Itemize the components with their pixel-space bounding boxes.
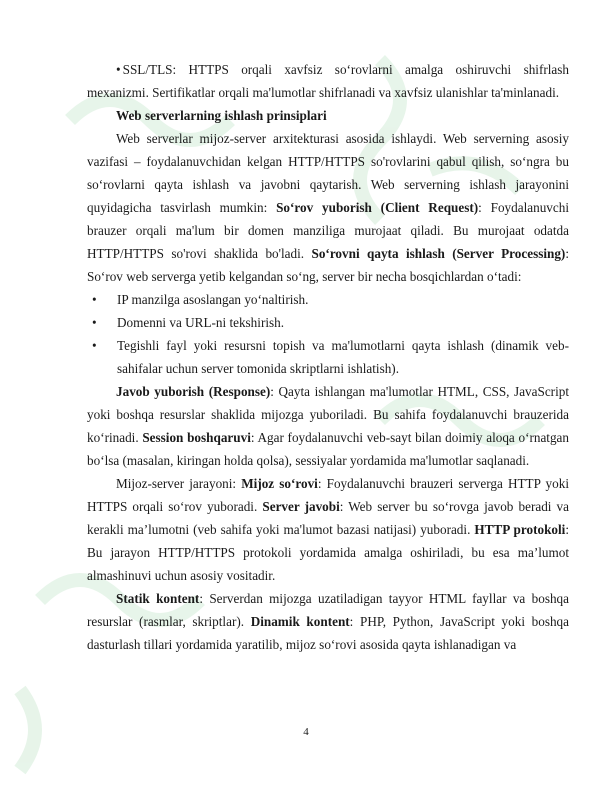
processing-steps-list — [87, 288, 569, 380]
paragraph-response: Javob yuborish (Response): Qayta ishlangan ma'lumotlar HTML, CSS, JavaScript yoki boshqa resurslar shaklida mijozga yuboriladi. Bu sahifa foydalanuvchi brauzerida ko‘rinadi. Session boshqaruvi: Agar foydalanuvchi veb-sayt bilan doimiy aloqa o‘rnatgan bo‘lsa (masalan, kiringan holda qolsa), sessiyalar yordamida ma'lumotlar saqlanadi. — [87, 384, 569, 468]
paragraph-server-principles: Web serverlar mijoz-server arxitekturasi asosida ishlaydi. Web serverning asosiy vazifasi – foydalanuvchidan kelgan HTTP/HTTPS so'rovlarini qabul qilish, so‘ngra bu so‘rovlarni qayta ishlash va javobni qaytarish. Web serverning ishlash jarayonini quyidagicha tasvirlash mumkin: So‘rov yuborish (Client Request): Foydalanuvchi brauzer orqali ma'lum bir domen manziliga murojaat qiladi. Bu murojaat odatda HTTP/HTTPS so'rovi shaklida bo'ladi. So‘rovni qayta ishlash (Server Processing): So‘rov web serverga yetib kelgandan so‘ng, server bir necha bosqichlardan o‘tadi: — [87, 131, 569, 284]
paragraph-client-server: Mijoz-server jarayoni: Mijoz so‘rovi: Foydalanuvchi brauzeri serverga HTTP yoki HTTPS orqali so‘rov yuboradi. Server javobi: Web server bu so‘rovga javob beradi va kerakli ma’lumotni (veb sahifa yoki ma'lumot bazasi natijasi) yuboradi. HTTP protokoli: Bu jarayon HTTP/HTTPS protokoli yordamida amalga oshiriladi, bu esa ma’lumot almashinuvi uchun asosiy vositadir. — [87, 476, 570, 583]
list-item: • Domenni va URL-ni tekshirish. — [87, 311, 569, 334]
document-page — [87, 58, 569, 656]
page-number: 4 — [303, 726, 309, 738]
list-item: • IP manzilga asoslangan yo‘naltirish. — [87, 288, 569, 311]
paragraph-content-types: Statik kontent: Serverdan mijozga uzatiladigan tayyor HTML fayllar va boshqa resurslar (rasmlar, skriptlar). Dinamik kontent: PHP, Python, JavaScript yoki boshqa dasturlash tillari yordamida yaratilib, mijoz so‘rovi asosida qayta ishlanadigan va — [87, 591, 569, 652]
section-heading: Web serverlarning ishlash prinsiplari — [116, 108, 327, 123]
paragraph-ssl: • SSL/TLS: HTTPS orqali xavfsiz so‘rovlarni amalga oshiruvchi shifrlash mexanizmi. Sertifikatlar orqali ma'lumotlar shifrlanadi va xavfsiz ulanishlar ta'minlanadi. — [87, 58, 569, 104]
list-item: • Tegishli fayl yoki resursni topish va ma'lumotlarni qayta ishlash (dinamik veb-sahifalar uchun server tomonida skriptlarni ishlatish). — [87, 334, 569, 380]
